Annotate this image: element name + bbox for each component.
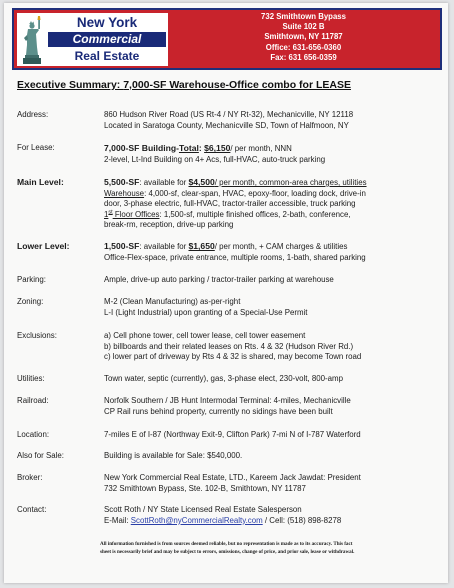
lease-description: 2-level, Lt-Ind Building on 4+ Acs, full-HVAC, auto-truck parking <box>104 154 326 164</box>
offices-label: Floor Offices <box>112 209 160 219</box>
office-fax: Fax: 631 656-0359 <box>270 52 337 62</box>
exclusion-item: a) Cell phone tower, cell tower lease, cell tower easement <box>104 331 306 340</box>
email-label: E-Mail: <box>104 515 131 525</box>
parking-label: Parking: <box>17 275 46 284</box>
exclusion-item: b) billboards and their related leases on Rts. 4 & 32 (Hudson River Rd.) <box>104 341 354 351</box>
contact-label: Contact: <box>17 505 47 514</box>
logo-text-line1: New York <box>76 15 138 30</box>
header-banner <box>12 8 442 70</box>
main-level-terms: / per month, common-area charges, utilities <box>214 178 367 187</box>
utilities-text: Town water, septic (currently), gas, 3-phase elect, 230-volt, 800-amp <box>104 374 344 383</box>
broker-line1: New York Commercial Real Estate, LTD., Kareem Jack Jawdat: President <box>104 473 361 482</box>
main-level-available: : available for <box>139 178 189 187</box>
lower-level-available: : available for <box>139 242 189 251</box>
for-lease-label: For Lease: <box>17 143 55 152</box>
zoning-line1: M-2 (Clean Manufacturing) as-per-right <box>104 297 241 306</box>
disclaimer <box>100 541 438 556</box>
warehouse-label: Warehouse <box>104 188 145 198</box>
title-prefix: Executive Summary: <box>17 79 124 91</box>
parking-text: Ample, drive-up auto parking / tractor-trailer parking at warehouse <box>104 275 334 284</box>
fact-sheet <box>4 3 448 583</box>
office-suite: Suite 102 B <box>282 22 325 32</box>
railroad-line1: Norfolk Southern / JB Hunt Intermodal Terminal: 4-miles, Mechanicville <box>104 396 351 405</box>
lower-level-terms: / per month, + CAM charges & utilities <box>214 242 348 251</box>
zoning-label: Zoning: <box>17 297 44 306</box>
disclaimer-line2: sheet is necessarily brief and may be subject to errors, omissions, change of price, and prior sale, lease or withdrawal. <box>100 548 355 555</box>
offices-ordinal: 1 <box>104 209 109 219</box>
lease-total-label: Total <box>178 143 199 153</box>
railroad-label: Railroad: <box>17 396 49 405</box>
railroad-line2: CP Rail runs behind property, currently no sidings have been built <box>104 406 333 416</box>
logo-text-line3: Real Estate <box>74 49 140 63</box>
main-level-price: $4,500 <box>188 177 215 187</box>
address-line1: 860 Hudson River Road (US Rt-4 / NY Rt-32), Mechanicville, NY 12118 <box>104 110 354 119</box>
broker-label: Broker: <box>17 473 43 482</box>
company-logo <box>17 13 168 66</box>
offices-details-line2: break-rm, reception, drive-up parking <box>104 220 234 230</box>
logo-text-line2: Commercial <box>48 32 166 47</box>
zoning-line2: L-I (Light Industrial) upon granting of a Special-Use Permit <box>104 307 308 317</box>
lower-level-price: $1,650 <box>188 241 215 251</box>
statue-of-liberty-icon <box>21 15 45 65</box>
broker-line2: 732 Smithtown Bypass, Ste. 102-B, Smithtown, NY 11787 <box>104 483 306 493</box>
title-headline: 7,000-SF Warehouse-Office combo for LEASE <box>123 79 351 91</box>
exclusion-item: c) lower part of driveway by Rts 4 & 32 is shared, may become Town road <box>104 352 362 362</box>
office-contact-block <box>170 12 437 63</box>
location-text: 7-miles E of I-87 (Northway Exit-9, Clifton Park) 7-mi N of I-787 Waterford <box>104 430 361 439</box>
address-label: Address: <box>17 110 49 119</box>
location-label: Location: <box>17 430 50 439</box>
lower-level-description: Office-Flex-space, private entrance, multiple rooms, 1-bath, shared parking <box>104 252 366 262</box>
disclaimer-line1: All information furnished is from sources deemed reliable, but no representation is made as to its accuracy. This fact <box>100 541 353 547</box>
lease-colon: : <box>198 143 205 153</box>
offices-ordinal-suffix: st <box>108 209 113 216</box>
office-phone: Office: 631-656-0360 <box>265 42 342 52</box>
contact-line1: Scott Roth / NY State Licensed Real Estate Salesperson <box>104 505 302 514</box>
sale-label: Also for Sale: <box>17 451 64 460</box>
utilities-label: Utilities: <box>17 374 45 383</box>
page-title <box>17 79 351 91</box>
lease-building-size: 7,000-SF Building- <box>104 143 179 153</box>
offices-details: : 1,500-sf, multiple finished offices, 2-bath, conference, <box>159 209 351 219</box>
lease-terms: / per month, NNN <box>230 144 292 153</box>
lower-level-size: 1,500-SF <box>104 241 140 251</box>
office-city: Smithtown, NY 11787 <box>264 32 343 42</box>
main-level-label: Main Level: <box>17 177 64 187</box>
lower-level-label: Lower Level: <box>17 241 70 251</box>
cell-phone: / Cell: (518) 898-8278 <box>262 515 342 525</box>
warehouse-details: : 4,000-sf, clear-span, HVAC, epoxy-floor, loading dock, drive-in <box>144 188 366 198</box>
exclusions-label: Exclusions: <box>17 331 57 340</box>
email-link[interactable]: ScottRoth@nyCommercialRealty.com <box>130 515 263 525</box>
lease-total-price: $6,150 <box>204 143 231 153</box>
sale-text: Building is available for Sale: $540,000. <box>104 451 243 460</box>
warehouse-details-line2: door, 3-phase electric, full-HVAC, tractor-trailer accessible, truck parking <box>104 199 356 209</box>
office-street: 732 Smithtown Bypass <box>261 12 346 21</box>
address-line2: Located in Saratoga County, Mechanicville SD, Town of Halfmoon, NY <box>104 120 349 130</box>
main-level-size: 5,500-SF <box>104 177 140 187</box>
